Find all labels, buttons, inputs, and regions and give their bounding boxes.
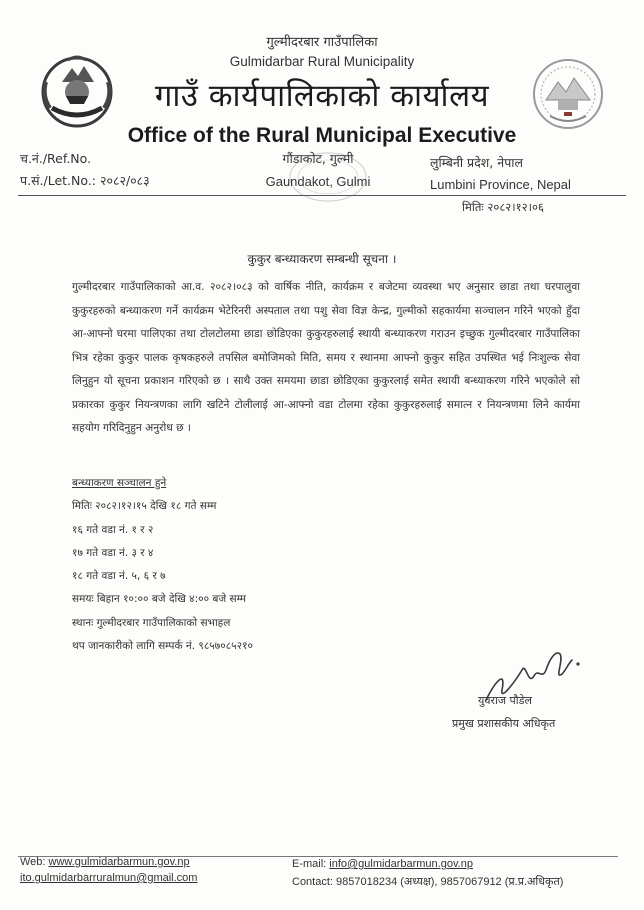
office-title-nepali: गाउँ कार्यपालिकाको कार्यालय (154, 78, 490, 114)
web-label: Web: (20, 856, 49, 868)
letter-number: प.सं./Let.No.: २०८२/०८३ (20, 173, 150, 188)
ito-email-link[interactable]: ito.gulmidarbarruralmun@gmail.com (20, 872, 198, 884)
schedule-dates: मितिः २०८२।१२।१५ देखि १८ गते सम्म (72, 500, 217, 513)
footer-ito-email (20, 872, 197, 884)
municipality-name-english: Gulmidarbar Rural Municipality (229, 54, 415, 69)
reference-number: च.नं./Ref.No. (20, 151, 92, 166)
schedule-contact: थप जानकारीको लागि सम्पर्क नं. ९८५७०८५२१० (72, 640, 253, 653)
notice-body: गुल्मीदरबार गाउँपालिकाको आ.व. २०८२।०८३ को वार्षिक नीति, कार्यक्रम र बजेटमा व्यवस्था भए अनुसार छाडा तथा घरपालुवा कुकुरहरुको बन्ध्याकरण गर्ने कार्यक्रम भेटेरिनरी अस्पताल तथा पशु सेवा विज्ञ केन्द्र, गुल्मीको सहकार्यमा सञ्चालन गरिने भएको हुँदा आ-आफ्नो घरमा पालिएका तथा टोलटोलमा छाडा छोडिएका कुकुरहरुलाई स्थायी बन्ध्याकरण गराउन इच्छुक गुल्मीदरबार गाउँपालिका भित्र रहेका कुकुर पालक कृषकहरुले तपसिल बमोजिमको मिति, समय र स्थानमा आफ्नो कुकुर सहित उपस्थित भई निःशुल्क सेवा लिनुहुन यो सूचना प्रकाशन गरिएको छ । साथै उक्त समयमा छाडा छोडिएका कुकुरलाई समेत स्थायी बन्ध्याकरण गरिने भएकोले सो प्रकारका कुकुर नियन्त्रणका लागि खटिने टोलीलाई आ-आफ्नो वडा टोलमा रहेका कुकुरहरुलाई समात्न र नियन्त्रणमा लिने कार्यमा सहयोग गरिदिनुहुन अनुरोध छ । (72, 281, 580, 434)
letterhead-divider (18, 195, 626, 196)
website-link[interactable]: www.gulmidarbarmun.gov.np (48, 856, 190, 868)
schedule-day-3: १८ गते वडा नं. ५, ६ र ७ (72, 570, 166, 583)
address-nepali: गौंडाकोट, गुल्मी (282, 151, 354, 166)
schedule-day-1: १६ गते वडा नं. १ र २ (72, 523, 154, 536)
email-label: E-mail: (292, 858, 330, 870)
schedule-heading: बन्ध्याकरण सञ्चालन हुने (72, 477, 167, 489)
province-nepali: लुम्बिनी प्रदेश, नेपाल (430, 155, 524, 170)
office-title-english: Office of the Rural Municipal Executive (127, 124, 517, 147)
email-link[interactable]: info@gulmidarbarmun.gov.np (329, 858, 473, 870)
signatory-name: युवराज पौडेल (478, 694, 532, 707)
municipality-name-nepali: गुल्मीदरबार गाउँपालिका (266, 35, 378, 50)
schedule-time: समयः बिहान १०:०० बजे देखि ४:०० बजे सम्म (72, 593, 247, 606)
province-english: Lumbini Province, Nepal (430, 177, 571, 192)
footer-email (292, 858, 473, 870)
letter-date: मितिः २०८२।१२।०६ (462, 200, 544, 214)
schedule-block (72, 472, 253, 658)
signatory-title: प्रमुख प्रशासकीय अधिकृत (452, 717, 556, 730)
schedule-venue: स्थानः गुल्मीदरबार गाउँपालिकाको सभाहल (72, 616, 231, 629)
address-english: Gaundakot, Gulmi (265, 174, 371, 189)
notice-subject: कुकुर बन्ध्याकरण सम्बन्धी सूचना । (247, 252, 397, 266)
footer-web (20, 856, 190, 868)
footer-contact: Contact: 9857018234 (अध्यक्ष), 9857067912 (प्र.प्र.अधिकृत) (292, 876, 564, 888)
schedule-day-2: १७ गते वडा नं. ३ र ४ (72, 546, 154, 559)
